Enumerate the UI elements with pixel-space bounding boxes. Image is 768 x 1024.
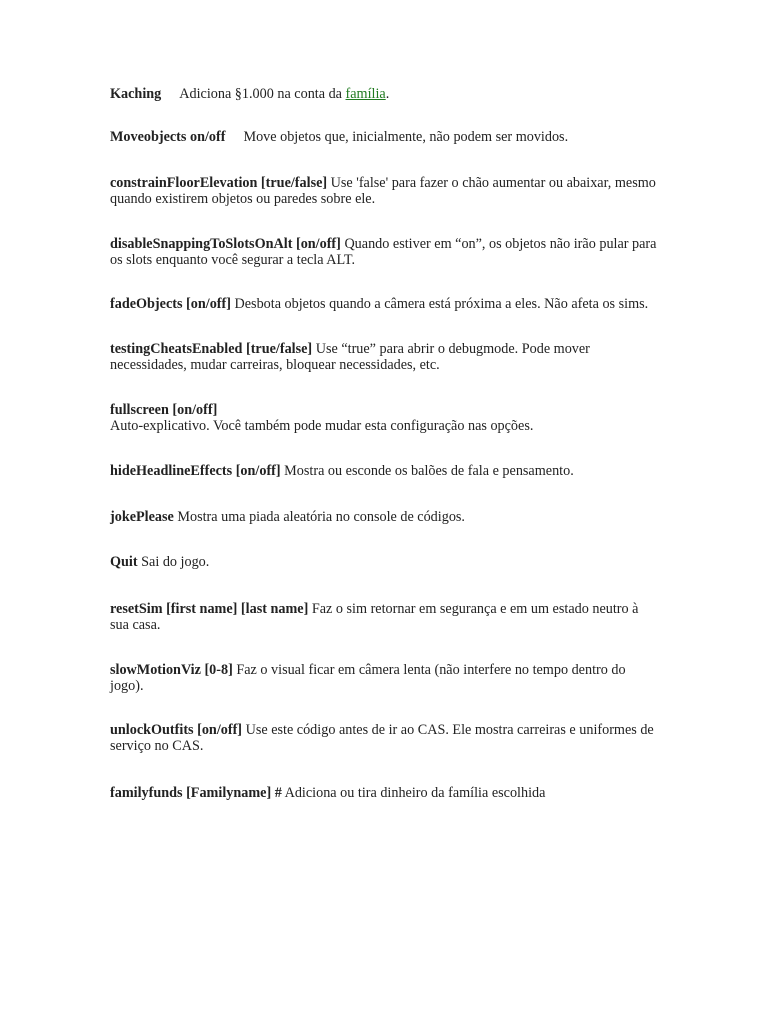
command-name: jokePlease	[110, 509, 174, 525]
command-description: Use 'false' para fazer o chão aumentar ou abaixar, mesmo quando existirem objetos ou paredes sobre ele.	[110, 175, 656, 207]
command-name: resetSim [first name] [last name]	[110, 601, 309, 617]
command-description: Move objetos que, inicialmente, não podem ser movidos.	[243, 129, 569, 145]
cheat-entry-fullscreen	[110, 402, 660, 434]
cheat-entry-fadeobjects	[110, 296, 660, 312]
command-name: disableSnappingToSlotsOnAlt [on/off]	[110, 236, 341, 252]
command-name: slowMotionViz [0-8]	[110, 662, 233, 678]
command-name: testingCheatsEnabled [true/false]	[110, 341, 313, 357]
cheat-entry-testingcheatsenabled	[110, 341, 660, 373]
cheat-entry-moveobjects	[110, 129, 660, 145]
cheat-entry-slowmotionviz	[110, 662, 660, 694]
cheat-entry-kaching	[110, 86, 660, 102]
command-description: Adiciona §1.000 na conta da	[179, 86, 346, 102]
familia-link[interactable]: família	[345, 86, 386, 102]
cheat-entry-disablesnapping	[110, 236, 660, 268]
cheat-entry-familyfunds	[110, 785, 660, 801]
description-end: .	[385, 86, 390, 102]
command-description: Faz o visual ficar em câmera lenta (não interfere no tempo dentro do jogo).	[110, 662, 626, 694]
command-name: Quit	[110, 554, 138, 570]
command-name: fullscreen [on/off]	[110, 402, 218, 418]
command-name: hideHeadlineEffects [on/off]	[110, 463, 281, 479]
command-description: Sai do jogo.	[141, 554, 210, 570]
command-name: Moveobjects on/off	[110, 129, 226, 145]
command-name: constrainFloorElevation [true/false]	[110, 175, 328, 191]
cheat-entry-constrainfloorelevation	[110, 175, 660, 207]
command-name: familyfunds [Familyname] #	[110, 785, 282, 801]
cheat-entry-unlockoutfits	[110, 722, 660, 754]
cheat-entry-resetsim	[110, 601, 660, 633]
command-name: fadeObjects [on/off]	[110, 296, 231, 312]
command-description: Mostra uma piada aleatória no console de códigos.	[177, 509, 465, 525]
command-description: Desbota objetos quando a câmera está próxima a eles. Não afeta os sims.	[234, 296, 649, 312]
command-name: Kaching	[110, 86, 162, 102]
cheat-entry-hideheadlineeffects	[110, 463, 660, 479]
command-description: Use “true” para abrir o debugmode. Pode mover necessidades, mudar carreiras, bloquear necessidades, etc.	[110, 341, 590, 373]
command-description: Auto-explicativo. Você também pode mudar esta configuração nas opções.	[110, 418, 534, 434]
command-description: Adiciona ou tira dinheiro da família escolhida	[284, 785, 546, 801]
command-description: Faz o sim retornar em segurança e em um estado neutro à sua casa.	[110, 601, 639, 633]
command-name: unlockOutfits [on/off]	[110, 722, 243, 738]
command-description: Use este código antes de ir ao CAS. Ele mostra carreiras e uniformes de serviço no CAS.	[110, 722, 654, 754]
cheat-entry-jokeplease	[110, 509, 660, 525]
cheat-entry-quit	[110, 554, 660, 570]
command-description: Mostra ou esconde os balões de fala e pensamento.	[284, 463, 574, 479]
command-description: Quando estiver em “on”, os objetos não irão pular para os slots enquanto você segurar a tecla ALT.	[110, 236, 657, 268]
